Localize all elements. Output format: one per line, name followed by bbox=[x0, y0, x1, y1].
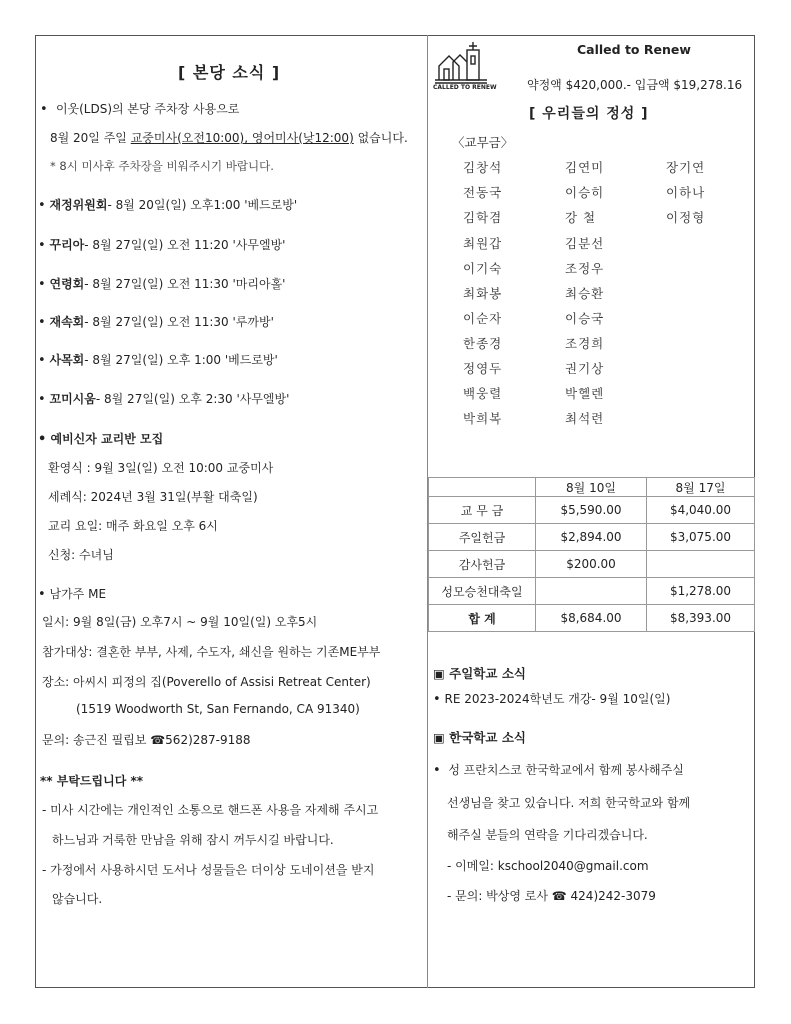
donor-name: 최화봉 bbox=[463, 286, 503, 301]
korean-school-line: 선생님을 찾고 있습니다. 저희 한국학교와 함께 bbox=[447, 796, 691, 810]
catechumen-heading-text: 예비신자 교리반 모집 bbox=[50, 432, 164, 446]
catechumen-line: 교리 요일: 매주 화요일 오후 6시 bbox=[48, 519, 218, 533]
donor-name: 김연미 bbox=[565, 160, 605, 175]
meeting-name: 연령회 bbox=[49, 277, 85, 291]
donor-name: 백웅렬 bbox=[463, 386, 503, 401]
table-cell: 합 계 bbox=[429, 605, 536, 632]
table-header-row bbox=[429, 478, 755, 497]
donor-name: 이승국 bbox=[565, 311, 605, 326]
korean-school-email: - 이메일: kschool2040@gmail.com bbox=[447, 859, 649, 873]
table-row bbox=[429, 578, 755, 605]
table-cell: $1,278.00 bbox=[647, 578, 755, 605]
me-line: 일시: 9월 8일(금) 오후7시 ~ 9월 10일(일) 오후5시 bbox=[42, 615, 318, 629]
meeting-item: • 재속회- 8월 27일(일) 오전 11:30 '루까방' bbox=[38, 315, 274, 330]
meeting-item: • 연령회- 8월 27일(일) 오전 11:30 '마리아홀' bbox=[38, 277, 286, 292]
table-cell bbox=[647, 551, 755, 578]
meeting-item: • 사목회- 8월 27일(일) 오후 1:00 '베드로방' bbox=[38, 353, 278, 368]
lds-note: * 8시 미사후 주차장을 비워주시기 바랍니다. bbox=[50, 159, 274, 173]
donor-name: 정영두 bbox=[463, 361, 503, 376]
table-row bbox=[429, 551, 755, 578]
korean-school-heading: ▣ 한국학교 소식 bbox=[433, 730, 526, 745]
offering-table bbox=[428, 477, 755, 632]
donor-name: 최원갑 bbox=[463, 236, 503, 251]
table-cell: $4,040.00 bbox=[647, 497, 755, 524]
donor-name: 이기숙 bbox=[463, 261, 503, 276]
called-to-renew-logo bbox=[433, 38, 497, 94]
donor-name: 장기연 bbox=[666, 160, 706, 175]
lds-notice-line1 bbox=[40, 100, 239, 117]
table-cell: 성모승천대축일 bbox=[429, 578, 536, 605]
table-cell: $200.00 bbox=[536, 551, 647, 578]
donor-name: 조정우 bbox=[565, 261, 605, 276]
me-line: 참가대상: 결혼한 부부, 사제, 수도자, 쇄신을 원하는 기존ME부부 bbox=[42, 645, 381, 659]
meeting-item: • 꼬미시움- 8월 27일(일) 오후 2:30 '사무엘방' bbox=[38, 392, 290, 407]
catechumen-heading: • 예비신자 교리반 모집 bbox=[38, 432, 164, 447]
request-line: 하느님과 거룩한 만남을 위해 잠시 꺼두시길 바랍니다. bbox=[52, 833, 334, 847]
table-cell: 주일헌금 bbox=[429, 524, 536, 551]
table-header-cell: 8월 17일 bbox=[647, 478, 755, 497]
donor-name: 조경희 bbox=[565, 336, 605, 351]
table-cell: $3,075.00 bbox=[647, 524, 755, 551]
table-cell: 교 무 금 bbox=[429, 497, 536, 524]
table-row-total bbox=[429, 605, 755, 632]
donor-name: 박희복 bbox=[463, 411, 503, 426]
donor-name: 한종경 bbox=[463, 336, 503, 351]
table-cell: $5,590.00 bbox=[536, 497, 647, 524]
donor-name: 이하나 bbox=[666, 185, 706, 200]
ctr-title: Called to Renew bbox=[577, 42, 691, 57]
me-heading: • 남가주 ME bbox=[38, 587, 107, 602]
logo-caption: CALLED TO RENEW bbox=[433, 84, 497, 91]
korean-school-line: • 성 프란치스코 한국학교에서 함께 봉사해주실 bbox=[433, 763, 684, 778]
sunday-school-text: RE 2023-2024학년도 개강- 9월 10일(일) bbox=[444, 692, 671, 706]
meeting-item: • 꾸리아- 8월 27일(일) 오전 11:20 '사무엘방' bbox=[38, 238, 286, 253]
table-row bbox=[429, 524, 755, 551]
request-heading: ** 부탁드립니다 ** bbox=[40, 774, 144, 788]
me-heading-text: 남가주 ME bbox=[49, 587, 107, 601]
meeting-name: 꼬미시움 bbox=[49, 392, 96, 406]
lds-line1-text: 이웃(LDS)의 본당 주차장 사용으로 bbox=[55, 102, 240, 116]
meeting-text: - 8월 27일(일) 오후 2:30 '사무엘방' bbox=[95, 392, 290, 406]
donor-name: 김분선 bbox=[565, 236, 605, 251]
meeting-name: 사목회 bbox=[49, 353, 85, 367]
donor-name: 김창석 bbox=[463, 160, 503, 175]
korean-school-contact: - 문의: 박상영 로사 ☎ 424)242-3079 bbox=[447, 889, 656, 903]
meeting-name: 꾸리아 bbox=[49, 238, 85, 252]
table-row bbox=[429, 497, 755, 524]
donor-name: 박헬렌 bbox=[565, 386, 605, 401]
table-cell: 감사헌금 bbox=[429, 551, 536, 578]
bullet: • bbox=[40, 102, 56, 117]
request-line: - 미사 시간에는 개인적인 소통으로 핸드폰 사용을 자제해 주시고 bbox=[42, 803, 379, 817]
me-contact: 문의: 송근진 필립보 ☎562)287-9188 bbox=[42, 733, 251, 747]
meeting-text: - 8월 27일(일) 오전 11:30 '마리아홀' bbox=[84, 277, 286, 291]
donor-name: 이승히 bbox=[565, 185, 605, 200]
table-header-cell bbox=[429, 478, 536, 497]
lds-line2-post: 없습니다. bbox=[353, 131, 408, 145]
lds-line2-pre: 8월 20일 주일 bbox=[50, 131, 131, 145]
offering-title: [ 우리들의 정성 ] bbox=[529, 106, 649, 122]
request-line: 않습니다. bbox=[52, 892, 103, 906]
korean-school-text: 성 프란치스코 한국학교에서 함께 봉사해주실 bbox=[448, 763, 684, 777]
sunday-school-line: • RE 2023-2024학년도 개강- 9월 10일(일) bbox=[433, 692, 671, 707]
meeting-text: - 8월 27일(일) 오전 11:30 '루까방' bbox=[84, 315, 274, 329]
lds-line2-underlined: 교중미사(오전10:00), 영어미사(낮12:00) bbox=[130, 131, 354, 145]
catechumen-line: 환영식 : 9월 3일(일) 오전 10:00 교중미사 bbox=[48, 461, 274, 475]
me-line: 장소: 아씨시 피정의 집(Poverello of Assisi Retreat Center) bbox=[42, 675, 371, 689]
donor-name: 이순자 bbox=[463, 311, 503, 326]
donor-name: 김학겸 bbox=[463, 210, 503, 225]
donor-name: 최승환 bbox=[565, 286, 605, 301]
meeting-name: 재정위원회 bbox=[49, 198, 108, 212]
donor-name: 강 철 bbox=[565, 210, 597, 225]
meeting-name: 재속회 bbox=[49, 315, 85, 329]
catechumen-line: 신청: 수녀님 bbox=[48, 548, 114, 562]
catechumen-line: 세례식: 2024년 3월 31일(부활 대축일) bbox=[48, 490, 258, 504]
korean-school-line: 해주실 분들의 연락을 기다리겠습니다. bbox=[447, 828, 648, 842]
donor-name: 전동국 bbox=[463, 185, 503, 200]
ctr-amounts: 약정액 $420,000.- 입금액 $19,278.16 bbox=[527, 78, 743, 92]
meeting-text: - 8월 27일(일) 오전 11:20 '사무엘방' bbox=[84, 238, 286, 252]
meeting-text: - 8월 20일(일) 오후1:00 '베드로방' bbox=[107, 198, 298, 212]
donor-name: 이정형 bbox=[666, 210, 706, 225]
meeting-text: - 8월 27일(일) 오후 1:00 '베드로방' bbox=[84, 353, 278, 367]
donors-label: 〈교무금〉 bbox=[452, 135, 514, 150]
meeting-item: • 재정위원회- 8월 20일(일) 오후1:00 '베드로방' bbox=[38, 198, 298, 213]
table-cell: $8,684.00 bbox=[536, 605, 647, 632]
donor-name: 최석련 bbox=[565, 411, 605, 426]
donor-name: 권기상 bbox=[565, 361, 605, 376]
lds-notice-line2 bbox=[50, 129, 408, 146]
request-line: - 가정에서 사용하시던 도서나 성물들은 더이상 도네이션을 받지 bbox=[42, 863, 375, 877]
table-cell: $2,894.00 bbox=[536, 524, 647, 551]
table-cell bbox=[536, 578, 647, 605]
parish-news-title: [ 본당 소식 ] bbox=[178, 63, 281, 82]
table-cell: $8,393.00 bbox=[647, 605, 755, 632]
sunday-school-heading: ▣ 주일학교 소식 bbox=[433, 666, 526, 681]
table-header-cell: 8월 10일 bbox=[536, 478, 647, 497]
me-line: (1519 Woodworth St, San Fernando, CA 91340) bbox=[76, 702, 360, 716]
